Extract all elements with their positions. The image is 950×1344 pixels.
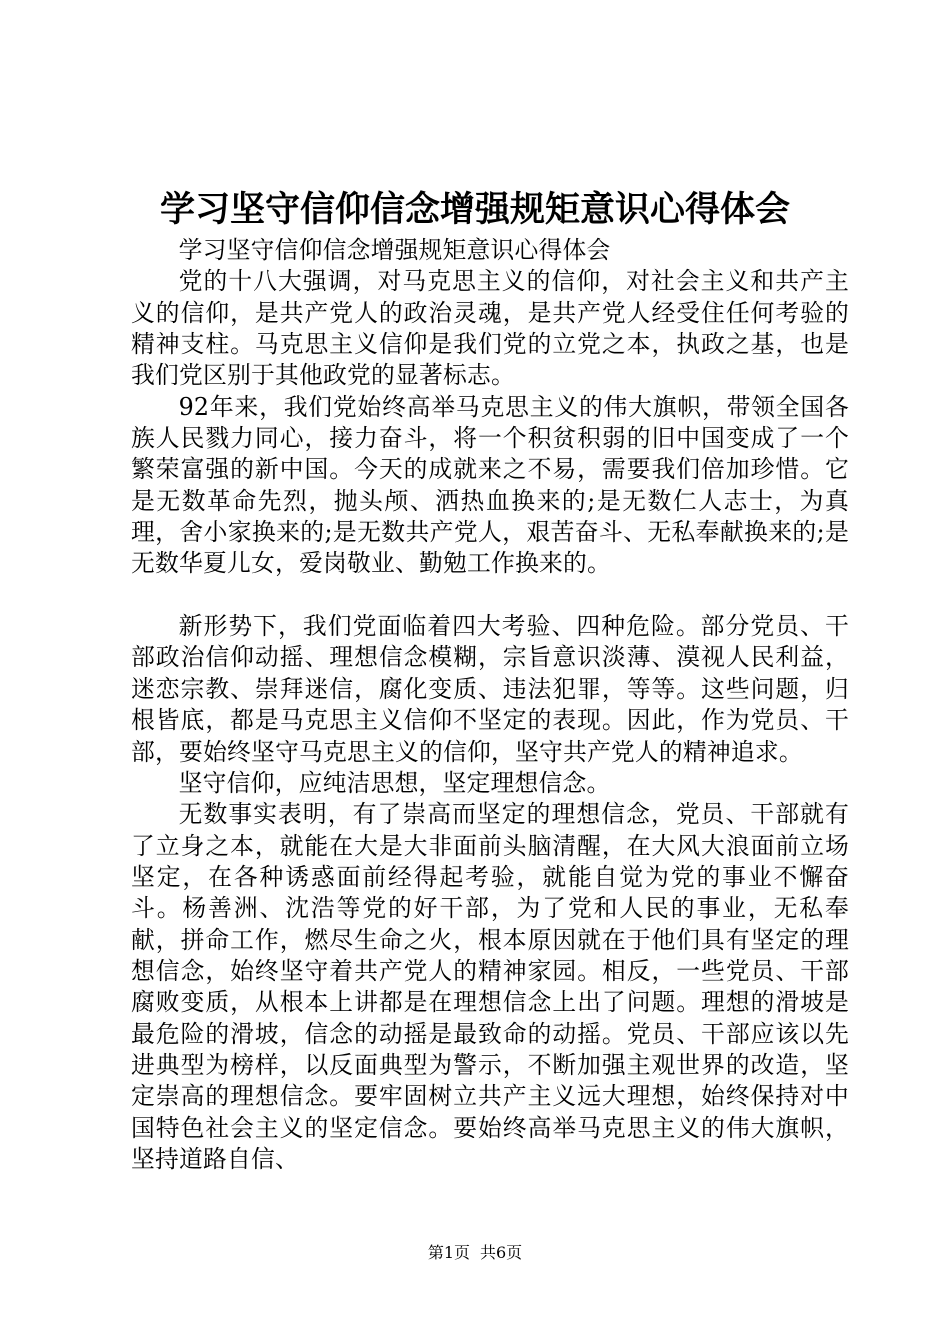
body-paragraph: 新形势下，我们党面临着四大考验、四种危险。部分党员、干部政治信仰动摇、理想信念模糊，宗旨意识淡薄、漠视人民利益，迷恋宗教、崇拜迷信，腐化变质、违法犯罪，等等。这些问题，归根皆底，都是马克思主义信仰不坚定的表现。因此，作为党员、干部，要始终坚守马克思主义的信仰，坚守共产党人的精神追求。 bbox=[131, 612, 849, 766]
body-paragraph: 党的十八大强调，对马克思主义的信仰，对社会主义和共产主义的信仰，是共产党人的政治灵魂，是共产党人经受住任何考验的精神支柱。马克思主义信仰是我们党的立党之本，执政之基，也是我们党区别于其他政党的显著标志。 bbox=[131, 267, 849, 390]
body-subtitle-paragraph: 学习坚守信仰信念增强规矩意识心得体会 bbox=[178, 236, 611, 264]
page-total: 共6页 bbox=[480, 1243, 523, 1262]
paragraph-spacer bbox=[131, 580, 849, 611]
document-body bbox=[131, 235, 849, 1175]
page-number: 第1页 bbox=[427, 1243, 470, 1262]
body-paragraph: 坚守信仰，应纯洁思想，坚定理想信念。 bbox=[178, 768, 611, 797]
body-paragraph: 92年来，我们党始终高举马克思主义的伟大旗帜，带领全国各族人民戮力同心，接力奋斗，将一个积贫积弱的旧中国变成了一个繁荣富强的新中国。今天的成就来之不易，需要我们倍加珍惜。它是无数革命先烈，抛头颅、洒热血换来的;是无数仁人志士，为真理，舍小家换来的;是无数共产党人，艰苦奋斗、无私奉献换来的;是无数华夏儿女，爱岗敬业、勤勉工作换来的。 bbox=[131, 392, 849, 578]
document-title: 学习坚守信仰信念增强规矩意识心得体会 bbox=[159, 190, 790, 230]
page-footer bbox=[0, 1242, 950, 1264]
body-paragraph: 无数事实表明，有了崇高而坚定的理想信念，党员、干部就有了立身之本，就能在大是大非面前头脑清醒，在大风大浪面前立场坚定，在各种诱惑面前经得起考验，就能自觉为党的事业不懈奋斗。杨善洲、沈浩等党的好干部，为了党和人民的事业，无私奉献，拼命工作，燃尽生命之火，根本原因就在于他们具有坚定的理想信念，始终坚守着共产党人的精神家园。相反，一些党员、干部腐败变质，从根本上讲都是在理想信念上出了问题。理想的滑坡是最危险的滑坡，信念的动摇是最致命的动摇。党员、干部应该以先进典型为榜样，以反面典型为警示，不断加强主观世界的改造，坚定崇高的理想信念。要牢固树立共产主义远大理想，始终保持对中国特色社会主义的坚定信念。要始终高举马克思主义的伟大旗帜，坚持道路自信、 bbox=[131, 800, 849, 1173]
